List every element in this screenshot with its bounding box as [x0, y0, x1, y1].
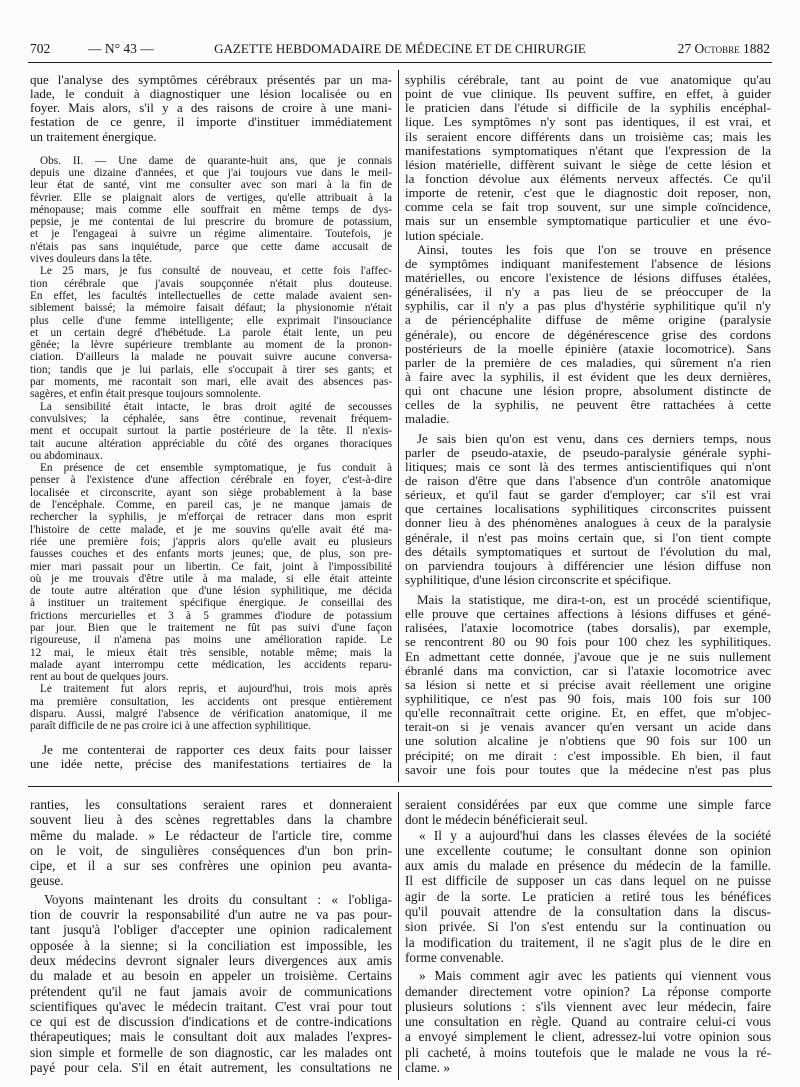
- bottom-right-column: [405, 797, 771, 1081]
- text-line: mais sur un ensemble symptomatique particulier et une évo-: [405, 214, 771, 229]
- text-line: agir de la sorte. Le praticien a retiré tous les bénéfices: [405, 888, 771, 904]
- text-line: a de périencéphalite diffuse de même origine (paralysie: [405, 313, 771, 328]
- text-line: sagères, et enfin était presque toujours somnolente.: [30, 388, 261, 401]
- paragraph: [405, 73, 771, 243]
- text-block: [30, 797, 392, 889]
- paragraph: [405, 593, 771, 777]
- text-line: Je sais bien qu'on est venu, dans ces derniers temps, nous: [417, 431, 771, 446]
- text-line: à instituer un traitement spécifique énergique. Je conseillai des: [30, 597, 392, 610]
- text-line: mier mari passait pour un libertin. Ce fait, joint à l'impossibilité: [30, 560, 392, 573]
- paragraph: [30, 683, 392, 732]
- text-line: ment et occupait surtout la partie postérieure de la tête. Il n'exis-: [30, 425, 392, 438]
- text-block: [30, 892, 392, 1076]
- text-line: Obs. II. — Une dame de quarante-huit ans, que je connais: [40, 154, 392, 167]
- text-line: En admettant cette donnée, j'avoue que je ne suis nullement: [405, 649, 771, 664]
- text-line: thérapeutiques; mais le consultant doit aux malades l'expres-: [30, 1029, 392, 1045]
- text-line: Voyons maintenant les droits du consultant : « l'obliga-: [44, 891, 392, 907]
- text-line: ranties, les consultations seraient rares et donneraient: [30, 797, 392, 812]
- header-rule: [28, 62, 772, 63]
- paragraph: [405, 828, 771, 966]
- text-line: lésion matérielle, diffèrent suivant le siège de cette lésion et: [405, 157, 771, 172]
- text-line: et je l'engageai à suivre un régime alimentaire. Toutefois, je: [30, 228, 392, 241]
- text-line: maladie.: [405, 412, 450, 427]
- text-line: syphilitique, ce n'est pas 90 fois, mais 100 fois sur 100: [405, 692, 771, 707]
- text-line: Je me contenterai de rapporter ces deux faits pour laisser: [42, 742, 392, 757]
- top-left-column: [30, 73, 392, 778]
- paragraph: [405, 797, 771, 828]
- text-line: syphilis, car il n'y a pas plus d'hystérie syphilitique qu'il n'y: [405, 299, 771, 314]
- text-line: ménopause; mais comme elle souffrait en même temps de dys-: [30, 203, 392, 216]
- bottom-left-column: [30, 797, 392, 1081]
- text-line: penser à l'existence d'une affection cérébrale en foyer, c'est-à-dire: [30, 474, 392, 487]
- paragraph: [30, 743, 392, 771]
- text-line: tant jusqu'à l'obliger d'accepter une opinion radicalement: [30, 922, 392, 938]
- text-line: sérieux, et qu'il faut se garder d'employer; car s'il est vrai: [405, 488, 771, 503]
- text-line: clame. »: [405, 1060, 451, 1076]
- text-line: même du malade. » Le rédacteur de l'article tire, comme: [30, 827, 392, 843]
- text-line: de symptômes indiquant manifestement l'absence de lésions: [405, 256, 771, 271]
- text-line: par moments, me racontait son mari, elle avait des absences pas-: [30, 376, 392, 389]
- text-line: parler de la première de ces maladies, qui sûrement n'a rien: [405, 355, 771, 370]
- text-line: malade ayant interrompu cette médication, les accidents reparu-: [30, 658, 392, 671]
- text-line: En présence de cet ensemble symptomatique, je fus conduit à: [40, 462, 392, 475]
- text-line: siblement baissé; la mémoire faisait défaut; la physionomie n'était: [30, 302, 392, 315]
- text-line: scientifiques qu'avec le médecin traitant. C'est vrai pour tout: [30, 998, 392, 1014]
- text-line: cipe, et il a sur ses confrères une opinion peu avanta-: [30, 858, 392, 874]
- journal-title: GAZETTE HEBDOMADAIRE DE MÉDECINE ET DE CHIRURGIE: [214, 41, 586, 56]
- text-line: qui ont chacune une lésion propre, absolument distincte de: [405, 384, 771, 399]
- text-line: une consultation en règle. Quand au contraire celui-ci vous: [405, 1014, 771, 1030]
- text-line: du malade et au besoin en appeler un troisième. Certains: [30, 968, 392, 984]
- text-line: la modification du traitement, il ne s'agit plus de le dire en: [405, 934, 771, 950]
- text-line: disparu. Aussi, malgré l'absence de vérification anatomique, il me: [30, 708, 392, 721]
- text-line: pli cacheté, à moins toutefois que le malade ne vous la ré-: [405, 1044, 771, 1060]
- text-line: savoir une fois pour toutes que la médecine n'est pas plus: [405, 762, 771, 777]
- text-line: Mais la statistique, me dira-t-on, est un procédé scientifique,: [417, 593, 771, 608]
- observation-block: [30, 155, 392, 733]
- text-line: frictions mercurielles et 3 à 5 grammes d'iodure de potassium: [30, 609, 392, 622]
- text-line: importe de retenir, c'est que le diagnostic doit reposer, non,: [405, 186, 771, 201]
- text-line: février. Elle se plaignait alors de vertiges, qu'elle attribuait à la: [30, 191, 392, 204]
- text-line: vives douleurs dans la tête.: [30, 253, 153, 266]
- text-line: tion cérébrale que j'avais soupçonnée n'était plus douteuse.: [30, 277, 392, 290]
- text-line: un traitement énergique.: [30, 129, 157, 144]
- text-line: tion; tandis que je lui parlais, elle s'occupait à tirer ses gants; et: [30, 363, 392, 376]
- text-line: des détails symptomatiques et surtout de l'évolution du mal,: [405, 544, 771, 559]
- text-line: de l'encéphale. Comme, en pareil cas, je ne manque jamais de: [30, 499, 392, 512]
- text-line: générale), ou encore de dégénérescence grise des cordons: [405, 327, 771, 342]
- text-line: comme cela se fait trop souvent, sur une simple coïncidence,: [405, 200, 771, 215]
- text-line: à faire avec la syphilis, il est évident que les deux dernières,: [405, 369, 771, 384]
- text-line: on parviendra toujours à différencier une lésion diffuse non: [405, 558, 771, 573]
- text-line: terait-on si je venais avancer qu'en versant un acide dans: [405, 720, 771, 735]
- text-line: que certaines localisations syphilitiques circonscrites puissent: [405, 502, 771, 517]
- text-line: celles de la syphilis, ne peuvent être rattachées à cette: [405, 398, 771, 413]
- text-line: Il est difficile de supposer un cas dans lequel on ne puisse: [405, 873, 771, 889]
- text-line: plus celle d'une femme intelligente; elle exprimait l'insouciance: [30, 314, 392, 327]
- text-line: rigoureuse, il n'amena pas moins une amélioration rapide. Le: [30, 634, 392, 647]
- text-line: syphilitique, d'une lésion circonscrite et spécifique.: [405, 572, 672, 587]
- top-right-column: [405, 73, 771, 780]
- text-line: rent au bout de quelques jours.: [30, 671, 169, 684]
- text-line: 12 mai, le mieux était très sensible, notable même; mais la: [30, 646, 392, 659]
- text-line: En effet, les facultés intellectuelles de cette malade avaient sen-: [30, 289, 392, 302]
- text-line: une idée nette, précise des manifestations tertiaires de la: [30, 756, 392, 771]
- text-line: festation de ce genre, il importe d'instituer immédiatement: [30, 115, 392, 130]
- text-line: point de vue clinique. Ils peuvent suffire, en effet, à guider: [405, 87, 771, 102]
- paragraph: [405, 243, 771, 427]
- section-divider: [28, 786, 772, 787]
- text-line: fausses couches et des enfants morts jeunes; que, de plus, son pre-: [30, 548, 392, 561]
- text-line: n'étais pas sans inquiétude, parce que cette dame accusait de: [30, 240, 392, 253]
- text-line: syphilis cérébrale, tant au point de vue anatomique qu'au: [405, 73, 771, 87]
- text-line: a envoyé simplement le client, adressez-lui votre opinion sous: [405, 1029, 771, 1045]
- text-line: souvent lieu à des scènes regrettables dans la chambre: [30, 812, 392, 828]
- text-block: [405, 968, 771, 1075]
- text-line: leur état de santé, vint me consulter avec son mari à la fin de: [30, 179, 392, 192]
- text-block: [405, 593, 771, 777]
- paragraph: [30, 155, 392, 266]
- column-divider-top: [398, 70, 399, 782]
- text-line: lique. Les symptômes n'y sont pas identiques, il est vrai, et: [405, 115, 771, 130]
- text-line: elle prouve que certaines affections à lésions diffuses et géné-: [405, 607, 771, 622]
- text-line: ils seraient encore différents dans un troisième cas; mais les: [405, 129, 771, 144]
- text-line: localisée et circonscrite, ayant son siège probablement à la base: [30, 486, 392, 499]
- text-line: rechercher la syphilis, je m'efforçai de retracer dans mon esprit: [30, 511, 392, 524]
- text-line: lade, le conduit à diagnostiquer une lésion localisée ou en: [30, 87, 392, 102]
- issue-number: — N° 43 —: [88, 41, 154, 56]
- text-line: lution spéciale.: [405, 228, 484, 243]
- text-line: de toute autre altération que d'une lésion syphilitique, me décida: [30, 585, 392, 598]
- paragraph: [30, 462, 392, 683]
- text-line: ou abdominaux.: [30, 449, 103, 462]
- column-divider-bottom: [398, 792, 399, 1080]
- paragraph: [30, 892, 392, 1076]
- text-line: la fonction dévolue aux éléments nerveux affectés. Ce qu'il: [405, 171, 771, 186]
- text-line: seraient considérées par eux que comme une simple farce: [405, 797, 771, 812]
- text-line: Le traitement fut alors repris, et aujourd'hui, trois mois après: [40, 683, 392, 696]
- text-line: de raison d'être que dans l'absence d'un contrôle anatomique: [405, 473, 771, 488]
- text-line: Ainsi, toutes les fois que l'on se trouve en présence: [417, 242, 771, 257]
- text-line: sion privée. Si l'on s'est entendu sur la continuation ou: [405, 919, 771, 935]
- paragraph: [30, 265, 392, 400]
- text-line: parler de pseudo-ataxie, de pseudo-paralysie générale syphi-: [405, 445, 771, 460]
- text-line: litiques; mais ce sont là des termes antiscientifiques qui n'ont: [405, 459, 771, 474]
- paragraph: [30, 401, 392, 462]
- text-line: par jour. Bien que le traitement ne fût pas suivi d'une façon: [30, 621, 392, 634]
- paragraph: [405, 432, 771, 588]
- text-line: demander directement votre opinion? La réponse comporte: [405, 983, 771, 999]
- text-line: foyer. Mais alors, s'il y a des raisons de croire à une mani-: [30, 101, 392, 116]
- text-line: depuis une dizaine d'années, et que j'ai toujours vue dans le meil-: [30, 167, 392, 179]
- text-line: précipité; on me dirait : c'est impossible. Eh bien, il faut: [405, 748, 771, 763]
- text-line: on le voit, de singulières conséquences d'un bon prin-: [30, 842, 392, 858]
- text-line: générale, il n'est pas moins certain que, si l'on tient compte: [405, 530, 771, 545]
- text-line: ma première consultation, les accidents ont presque entièrement: [30, 695, 392, 708]
- text-line: sa lésion si nette et si précise avait réellement une origine: [405, 677, 771, 692]
- text-line: dont le médecin bénéficierait seul.: [405, 812, 588, 828]
- text-line: sion simple et formelle de son diagnostic, car les malades ont: [30, 1044, 392, 1060]
- text-line: tion de couvrir la responsabilité d'un autre ne va pas pour-: [30, 907, 392, 923]
- text-block: [30, 743, 392, 771]
- text-line: ralisées, l'ataxie locomotrice (tabes dorsalis), par exemple,: [405, 621, 771, 636]
- text-line: forme convenable.: [405, 949, 504, 965]
- text-line: que l'analyse des symptômes cérébraux présentés par un ma-: [30, 73, 392, 87]
- text-line: ciation. D'ailleurs la malade ne pouvait suivre aucune conversa-: [30, 351, 392, 364]
- text-line: « Il y a aujourd'hui dans les classes élevées de la société: [419, 827, 771, 843]
- text-line: aux amis du malade en présence du médecin de la famille.: [405, 858, 771, 874]
- text-line: riée une première fois; j'appris alors qu'elle avait eu plusieurs: [30, 535, 392, 548]
- text-line: généralisées, il n'y a pas lieu de se préoccuper de la: [405, 285, 771, 300]
- paragraph: [405, 968, 771, 1075]
- text-line: ce qui est de discussion d'indications et de contre-indications: [30, 1014, 392, 1030]
- text-line: et un certain degré d'hébétude. La parole était lente, un peu: [30, 326, 392, 339]
- paragraph: [30, 73, 392, 144]
- text-block: [30, 73, 392, 144]
- text-line: l'histoire de cette malade, et je me souvins qu'elle avait été ma-: [30, 523, 392, 536]
- text-block: [405, 432, 771, 588]
- page-number: 702: [30, 41, 51, 56]
- text-line: prétendent qu'il ne faut jamais avoir de communications: [30, 983, 392, 999]
- text-line: pepsie, je me contentai de lui prescrire du bromure de potassium,: [30, 216, 392, 229]
- text-line: plusieurs solutions : s'ils viennent avec leur médecin, faire: [405, 998, 771, 1014]
- text-line: geuse.: [30, 873, 64, 889]
- text-line: qu'il pouvait attendre de la consultation dans la discus-: [405, 904, 771, 920]
- text-line: gênée; la lèvre supérieure tremblante au moment de la pronon-: [30, 339, 392, 352]
- text-line: postérieurs de la moelle épinière (ataxie locomotrice). Sans: [405, 341, 771, 356]
- text-line: le praticien dans l'étude si difficile de la syphilis encéphal-: [405, 101, 771, 116]
- text-line: se rencontrent 80 ou 90 fois pour 100 chez les syphilitiques.: [405, 635, 771, 650]
- text-block: [405, 73, 771, 427]
- text-line: payé pour cela. S'il en était autrement, les consultations ne: [30, 1060, 392, 1076]
- text-line: ébranlé dans ma conviction, car si l'ataxie locomotrice avec: [405, 663, 771, 678]
- text-line: tait aucune altération appréciable du côté des organes thoraciques: [30, 437, 392, 450]
- text-line: convulsives; la céphalée, sans être continue, revenait fréquem-: [30, 412, 392, 425]
- text-line: La sensibilité était intacte, le bras droit agité de secousses: [40, 400, 392, 413]
- text-line: paraît difficile de ne pas croire ici à une affection syphilitique.: [30, 720, 311, 733]
- text-block: [405, 797, 771, 965]
- issue-date: 27 Octobre 1882: [677, 41, 770, 56]
- text-line: donner lieu à des phénomènes analogues à ceux de la paralysie: [405, 516, 771, 531]
- text-line: » Mais comment agir avec les patients qui viennent vous: [419, 968, 771, 984]
- text-line: deux médecins devront signaler leurs divergences aux amis: [30, 952, 392, 968]
- text-line: où je me trouvais d'être utile à ma malade, si elle était atteinte: [30, 572, 392, 585]
- text-line: une solution alcaline je n'obtiens que 90 fois sur 100 un: [405, 734, 771, 749]
- text-line: qu'elle reconnaîtrait cette origine. Et, en effet, que m'objec-: [405, 706, 771, 721]
- text-line: matérielles, ou encore l'existence de lésions diffuses étalées,: [405, 270, 771, 285]
- text-line: opposée à la sienne; si la conciliation est impossible, les: [30, 937, 392, 953]
- text-line: une excellente coutume; le consultant donne son opinion: [405, 842, 771, 858]
- paragraph: [30, 797, 392, 889]
- text-line: Le 25 mars, je fus consulté de nouveau, et cette fois l'affec-: [40, 265, 392, 278]
- text-line: manifestations symptomatiques n'étant que l'expression de la: [405, 143, 771, 158]
